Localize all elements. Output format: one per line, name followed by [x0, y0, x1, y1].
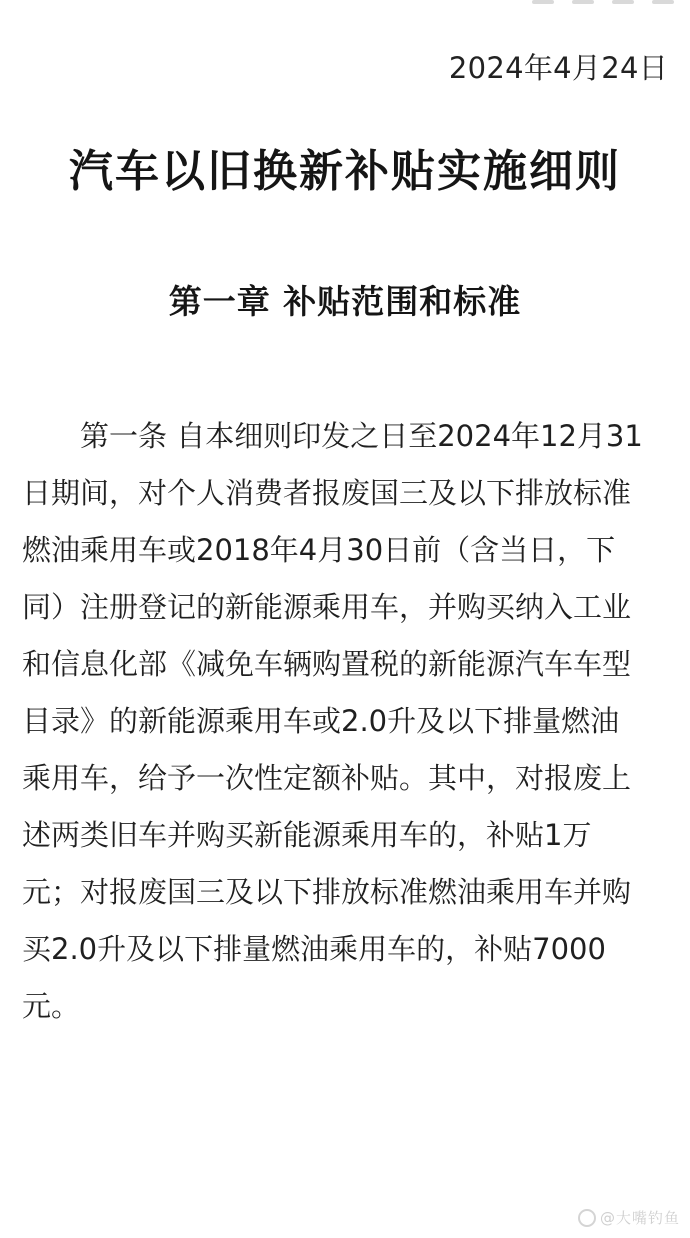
article-line: 述两类旧车并购买新能源乘用车的，补贴1万 [22, 818, 592, 852]
article-line: 目录》的新能源乘用车或2.0升及以下排量燃油 [22, 704, 620, 738]
article-line: 第一条 自本细则印发之日至2024年12月31 [80, 419, 643, 453]
cropped-mark [572, 0, 594, 4]
document-date: 2024年4月24日 [448, 51, 668, 85]
article-body [22, 408, 672, 1035]
weibo-watermark-icon [578, 1209, 596, 1227]
article-line: 买2.0升及以下排量燃油乘用车的，补贴7000 [22, 932, 606, 966]
chapter-title: 第一章 补贴范围和标准 [168, 282, 522, 321]
cropped-mark [612, 0, 634, 4]
article-line: 元；对报废国三及以下排放标准燃油乘用车并购 [22, 875, 632, 909]
article-line: 日期间，对个人消费者报废国三及以下排放标准 [22, 476, 632, 510]
article-line: 和信息化部《减免车辆购置税的新能源汽车车型 [22, 647, 632, 681]
document-title: 汽车以旧换新补贴实施细则 [69, 146, 621, 197]
watermark [578, 1208, 680, 1228]
watermark-text: @大嘴钓鱼 [599, 1209, 680, 1227]
article-line: 元。 [22, 989, 81, 1023]
article-line: 燃油乘用车或2018年4月30日前（含当日，下 [22, 533, 616, 567]
top-cropped-fragment [464, 0, 674, 8]
article-line: 同）注册登记的新能源乘用车，并购买纳入工业 [22, 590, 632, 624]
cropped-mark [532, 0, 554, 4]
cropped-mark [652, 0, 674, 4]
article-line: 乘用车，给予一次性定额补贴。其中，对报废上 [22, 761, 632, 795]
